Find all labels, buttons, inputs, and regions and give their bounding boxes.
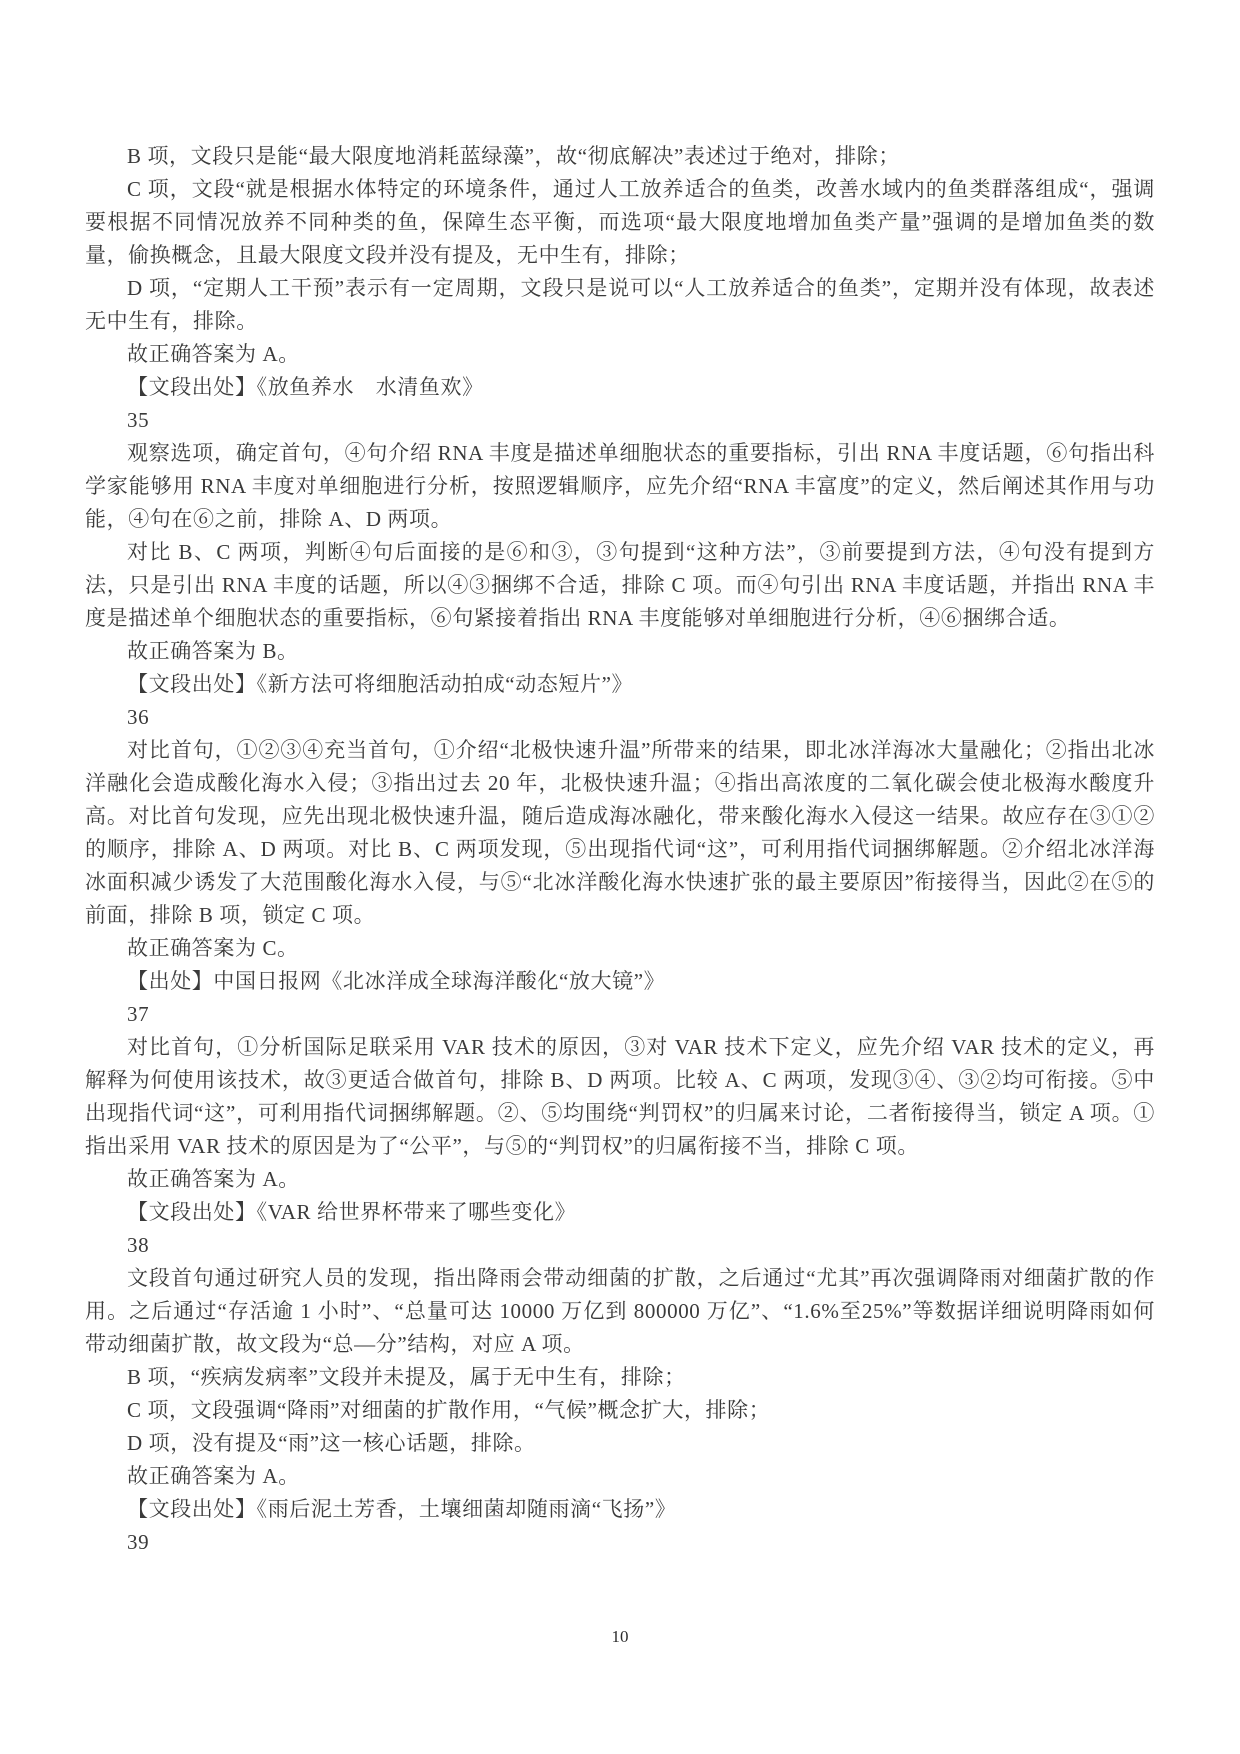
paragraph-source: 【出处】中国日报网《北冰洋成全球海洋酸化“放大镜”》 bbox=[127, 969, 666, 993]
paragraph-analysis: 对比 B、C 两项，判断④句后面接的是⑥和③，③句提到“这种方法”，③前要提到方法，④句没有提到方法，只是引出 RNA 丰度的话题，所以④③捆绑不合适，排除 C 项。而④句引出 RNA 丰度话题，并指出 RNA 丰度是描述单个细胞状态的重要指标，⑥句紧接着指出 RNA 丰度能够对单细胞进行分析，④⑥捆绑合适。 bbox=[85, 540, 1155, 630]
paragraph-question-number: 35 bbox=[127, 408, 150, 432]
paragraph-option-analysis: D 项，“定期人工干预”表示有一定周期，文段只是说可以“人工放养适合的鱼类”，定期并没有体现，故表述无中生有，排除。 bbox=[85, 276, 1155, 333]
paragraph-answer: 故正确答案为 A。 bbox=[127, 342, 300, 366]
paragraph-source: 【文段出处】《放鱼养水 水清鱼欢》 bbox=[127, 375, 484, 399]
paragraph-source: 【文段出处】《雨后泥土芳香，土壤细菌却随雨滴“飞扬”》 bbox=[127, 1497, 677, 1521]
page-number: 10 bbox=[611, 1627, 629, 1646]
paragraph-question-number: 37 bbox=[127, 1002, 150, 1026]
paragraph-source: 【文段出处】《新方法可将细胞活动拍成“动态短片”》 bbox=[127, 672, 634, 696]
paragraph-answer: 故正确答案为 C。 bbox=[127, 936, 299, 960]
page-footer bbox=[0, 1626, 1240, 1648]
paragraph-answer: 故正确答案为 A。 bbox=[127, 1464, 300, 1488]
paragraph-analysis: 对比首句，①②③④充当首句，①介绍“北极快速升温”所带来的结果，即北冰洋海冰大量融化；②指出北冰洋融化会造成酸化海水入侵；③指出过去 20 年，北极快速升温；④指出高浓度的二氧化碳会使北极海水酸度升高。对比首句发现，应先出现北极快速升温，随后造成海冰融化，带来酸化海水入侵这一结果。故应存在③①②的顺序，排除 A、D 两项。对比 B、C 两项发现，⑤出现指代词“这”，可利用指代词捆绑解题。②介绍北冰洋海冰面积减少诱发了大范围酸化海水入侵，与⑤“北冰洋酸化海水快速扩张的最主要原因”衔接得当，因此②在⑤的前面，排除 B 项，锁定 C 项。 bbox=[85, 738, 1155, 927]
paragraph-answer: 故正确答案为 B。 bbox=[127, 639, 299, 663]
paragraph-question-number: 36 bbox=[127, 705, 150, 729]
paragraph-analysis: 文段首句通过研究人员的发现，指出降雨会带动细菌的扩散，之后通过“尤其”再次强调降雨对细菌扩散的作用。之后通过“存活逾 1 小时”、“总量可达 10000 万亿到 800000 万亿”、“1.6%至25%”等数据详细说明降雨如何带动细菌扩散，故文段为“总—分”结构，对应 A 项。 bbox=[85, 1266, 1155, 1356]
paragraph-analysis: 观察选项，确定首句，④句介绍 RNA 丰度是描述单细胞状态的重要指标，引出 RNA 丰度话题，⑥句指出科学家能够用 RNA 丰度对单细胞进行分析，按照逻辑顺序，应先介绍“RNA 丰富度”的定义，然后阐述其作用与功能，④句在⑥之前，排除 A、D 两项。 bbox=[85, 441, 1155, 531]
paragraph-option-analysis: D 项，没有提及“雨”这一核心话题，排除。 bbox=[127, 1431, 536, 1455]
document-body bbox=[85, 140, 1155, 1559]
paragraph-answer: 故正确答案为 A。 bbox=[127, 1167, 300, 1191]
paragraph-option-analysis: B 项，“疾病发病率”文段并未提及，属于无中生有，排除； bbox=[127, 1365, 686, 1389]
paragraph-source: 【文段出处】《VAR 给世界杯带来了哪些变化》 bbox=[127, 1200, 577, 1224]
paragraph-option-analysis: B 项，文段只是能“最大限度地消耗蓝绿藻”，故“彻底解决”表述过于绝对，排除； bbox=[127, 144, 900, 168]
paragraph-option-analysis: C 项，文段强调“降雨”对细菌的扩散作用，“气候”概念扩大，排除； bbox=[127, 1398, 771, 1422]
paragraph-option-analysis: C 项，文段“就是根据水体特定的环境条件，通过人工放养适合的鱼类，改善水域内的鱼类群落组成“，强调要根据不同情况放养不同种类的鱼，保障生态平衡，而选项“最大限度地增加鱼类产量”强调的是增加鱼类的数量，偷换概念，且最大限度文段并没有提及，无中生有，排除； bbox=[85, 177, 1155, 267]
paragraph-question-number: 38 bbox=[127, 1233, 150, 1257]
paragraph-question-number: 39 bbox=[127, 1530, 150, 1554]
paragraph-analysis: 对比首句，①分析国际足联采用 VAR 技术的原因，③对 VAR 技术下定义，应先介绍 VAR 技术的定义，再解释为何使用该技术，故③更适合做首句，排除 B、D 两项。比较 A、C 两项，发现③④、③②均可衔接。⑤中出现指代词“这”，可利用指代词捆绑解题。②、⑤均围绕“判罚权”的归属来讨论，二者衔接得当，锁定 A 项。①指出采用 VAR 技术的原因是为了“公平”，与⑤的“判罚权”的归属衔接不当，排除 C 项。 bbox=[85, 1035, 1155, 1158]
